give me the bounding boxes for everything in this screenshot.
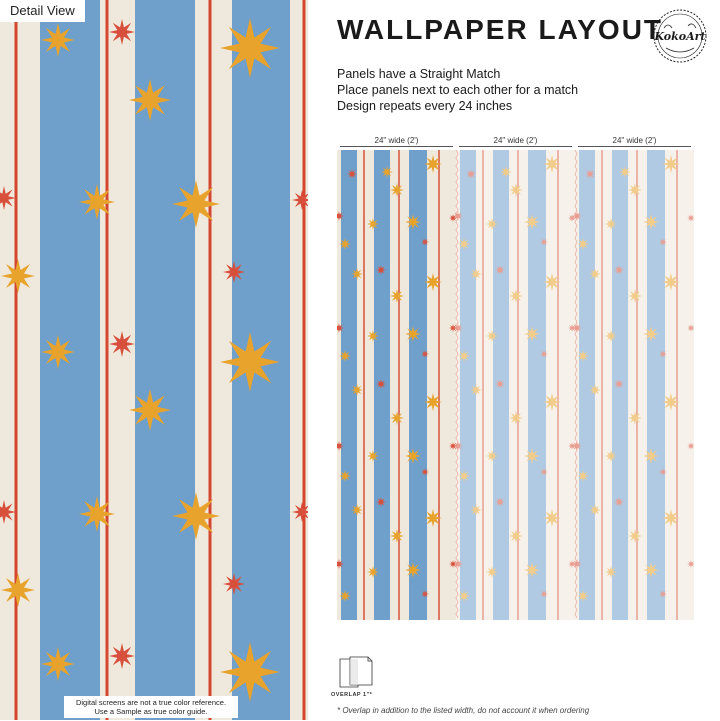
coral-star	[614, 497, 624, 507]
overlap-footnote: * Overlap in addition to the listed width, do not account it when ordering	[337, 706, 590, 715]
gold-star	[129, 79, 171, 121]
panel-3-dimension	[575, 136, 694, 145]
panel-1-dimension	[337, 136, 456, 145]
gold-star	[79, 496, 115, 532]
gold-star	[1, 259, 35, 293]
gold-star	[524, 448, 540, 464]
coral-star	[495, 497, 505, 507]
detail-pattern	[0, 0, 308, 720]
match-type-text: Panels have a Straight Match	[337, 67, 501, 81]
gold-star	[405, 448, 421, 464]
coral-star	[585, 169, 595, 179]
gold-star	[405, 326, 421, 342]
wallpaper-panel-1	[337, 150, 457, 620]
coral-star	[376, 497, 386, 507]
gold-star	[405, 562, 421, 578]
layout-instructions	[337, 66, 578, 114]
gold-star	[662, 273, 680, 291]
gold-star	[172, 492, 220, 540]
gold-star	[643, 214, 659, 230]
red-pinstripe	[106, 0, 109, 720]
red-pinstripe	[517, 150, 518, 620]
wallpaper-panel-2	[453, 150, 576, 620]
coral-star	[495, 379, 505, 389]
gold-star	[662, 155, 680, 173]
coral-star	[223, 261, 245, 283]
gold-star	[390, 183, 404, 197]
panel-2-dimension	[456, 136, 575, 145]
red-pinstripe	[636, 150, 637, 620]
gold-star	[543, 393, 561, 411]
coral-star	[540, 350, 548, 358]
gold-star	[424, 509, 442, 527]
gold-star	[424, 393, 442, 411]
coral-star	[466, 169, 476, 179]
panel-1-width-label: 24" wide (2')	[372, 136, 422, 145]
red-pinstripe	[676, 150, 677, 620]
coral-star	[614, 265, 624, 275]
gold-star	[662, 509, 680, 527]
overlap-icon	[338, 655, 378, 689]
page-title: WALLPAPER LAYOUT	[337, 14, 664, 45]
coral-star	[453, 559, 463, 569]
gold-star	[643, 562, 659, 578]
gold-star	[129, 389, 171, 431]
blue-stripe	[341, 150, 357, 620]
detail-view-label: Detail View	[0, 0, 85, 22]
gold-star	[405, 214, 421, 230]
panel-dimensions	[337, 136, 694, 150]
red-pinstripe	[482, 150, 483, 620]
gold-star	[524, 562, 540, 578]
coral-star	[659, 350, 667, 358]
red-pinstripe	[557, 150, 558, 620]
red-pinstripe	[363, 150, 364, 620]
coral-star	[453, 323, 463, 333]
coral-star	[495, 265, 505, 275]
coral-star	[376, 379, 386, 389]
coral-star	[376, 265, 386, 275]
logo-text: KokoArt	[654, 30, 706, 43]
gold-star	[79, 184, 115, 220]
gold-star	[172, 180, 220, 228]
panel-preview	[337, 150, 694, 620]
coral-star	[453, 211, 463, 221]
coral-star	[614, 379, 624, 389]
placement-text: Place panels next to each other for a match	[337, 83, 579, 97]
gold-star	[524, 326, 540, 342]
gold-star	[543, 155, 561, 173]
coral-star	[109, 19, 135, 45]
red-pinstripe	[438, 150, 439, 620]
coral-star	[572, 211, 582, 221]
red-pinstripe	[601, 150, 602, 620]
gold-star	[424, 155, 442, 173]
coral-star	[572, 323, 582, 333]
gold-star	[543, 273, 561, 291]
gold-star	[543, 509, 561, 527]
color-disclaimer	[64, 696, 238, 718]
detail-view	[0, 0, 308, 720]
coral-star	[109, 643, 135, 669]
panel-2-width-label: 24" wide (2')	[491, 136, 541, 145]
disclaimer-line-2: Use a Sample as true color guide.	[94, 707, 208, 716]
gold-star	[662, 393, 680, 411]
wallpaper-panel-3	[572, 150, 694, 620]
red-pinstripe	[209, 0, 212, 720]
gold-star	[643, 448, 659, 464]
red-pinstripe	[303, 0, 306, 720]
gold-star	[41, 647, 75, 681]
gold-star	[220, 332, 280, 392]
panel-3-width-label: 24" wide (2')	[610, 136, 660, 145]
repeat-text: Design repeats every 24 inches	[337, 99, 513, 113]
blue-stripe	[579, 150, 595, 620]
coral-star	[421, 350, 429, 358]
wallpaper-layout	[337, 136, 694, 721]
coral-star	[347, 169, 357, 179]
gold-star	[220, 642, 280, 702]
disclaimer-line-1: Digital screens are not a true color reference.	[75, 698, 227, 707]
gold-star	[424, 273, 442, 291]
overlap-label: OVERLAP 1"*	[331, 692, 373, 698]
gold-star	[1, 573, 35, 607]
blue-stripe	[460, 150, 476, 620]
coral-star	[223, 573, 245, 595]
brand-logo	[652, 8, 708, 64]
gold-star	[220, 18, 280, 78]
coral-star	[572, 559, 582, 569]
red-pinstripe	[398, 150, 399, 620]
coral-star	[109, 331, 135, 357]
gold-star	[524, 214, 540, 230]
gold-star	[41, 335, 75, 369]
gold-star	[643, 326, 659, 342]
red-pinstripe	[15, 0, 18, 720]
gold-star	[41, 23, 75, 57]
